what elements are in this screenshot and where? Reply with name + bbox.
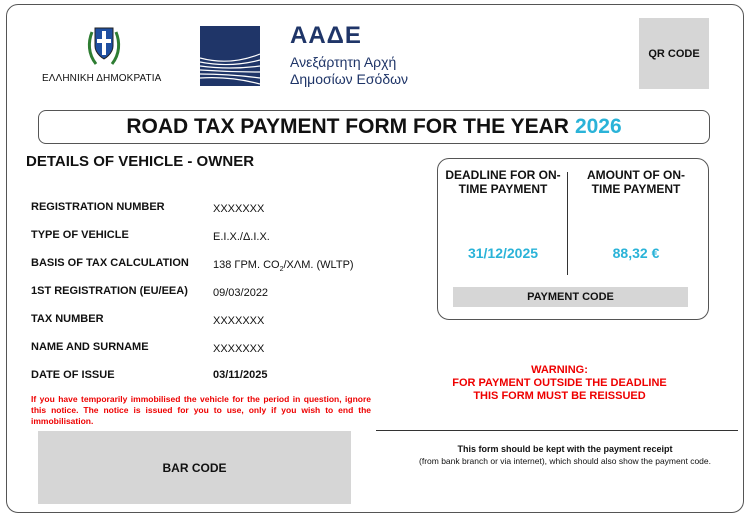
reissue-warning <box>412 364 707 403</box>
payment-box-divider <box>567 172 568 275</box>
registration-number-value: XXXXXXX <box>213 203 265 215</box>
form-title-year: 2026 <box>574 115 622 138</box>
footer-divider <box>376 430 738 431</box>
barcode-placeholder <box>38 431 351 504</box>
tax-number-label: TAX NUMBER <box>31 313 104 325</box>
details-heading: DETAILS OF VEHICLE - OWNER <box>26 153 255 170</box>
form-title <box>38 110 710 144</box>
deadline-heading: DEADLINE FOR ON-TIME PAYMENT <box>445 168 561 196</box>
aade-subtitle-line2: Δημοσίων Εσόδων <box>290 71 409 87</box>
vehicle-type-value: Ε.Ι.Χ./Δ.Ι.Χ. <box>213 231 270 243</box>
vehicle-type-label: TYPE OF VEHICLE <box>31 229 129 241</box>
keep-receipt-notice: This form should be kept with the payment receipt <box>457 444 673 454</box>
amount-heading: AMOUNT OF ON-TIME PAYMENT <box>587 168 685 196</box>
tax-basis-value <box>213 259 354 273</box>
tax-basis-value-sub: 2 <box>279 266 284 274</box>
qr-code-label: QR CODE <box>648 47 700 60</box>
name-surname-label: NAME AND SURNAME <box>31 341 149 353</box>
first-registration-label: 1ST REGISTRATION (EU/EEA) <box>31 285 188 297</box>
form-title-text: ROAD TAX PAYMENT FORM FOR THE YEAR <box>126 115 569 138</box>
first-registration-value: 09/03/2022 <box>213 287 269 299</box>
greek-republic-text: ΕΛΛΗΝΙΚΗ ΔΗΜΟΚΡΑΤΙΑ <box>42 73 162 84</box>
amount-value: 88,32 € <box>612 245 660 261</box>
barcode-label: BAR CODE <box>162 460 227 475</box>
warning-line1: WARNING: <box>531 364 588 376</box>
name-surname-value: XXXXXXX <box>213 343 265 355</box>
warning-line3: THIS FORM MUST BE REISSUED <box>473 390 646 402</box>
aade-name: ΑΑΔΕ <box>290 22 362 49</box>
deadline-value: 31/12/2025 <box>467 245 539 261</box>
issue-date-value: 03/11/2025 <box>213 369 268 381</box>
payment-code-placeholder <box>453 287 688 307</box>
warning-line2: FOR PAYMENT OUTSIDE THE DEADLINE <box>452 377 667 389</box>
keep-receipt-details: (from bank branch or via internet), which should also show the payment code. <box>419 456 711 466</box>
issue-date-label: DATE OF ISSUE <box>31 369 115 381</box>
tax-basis-value-post: /ΧΛΜ. (WLTP) <box>283 259 354 271</box>
aade-logo-icon <box>200 26 260 86</box>
aade-subtitle-line1: Ανεξάρτητη Αρχή <box>290 54 397 70</box>
immobilisation-note: If you have temporarily immobilised the vehicle for the period in question, ignore this notice. The notice is issued for you to use, only if you wish to end the immobilisation. <box>31 394 371 426</box>
tax-number-value: XXXXXXX <box>213 315 265 327</box>
qr-code-placeholder <box>639 18 709 89</box>
tax-basis-label: BASIS OF TAX CALCULATION <box>31 257 189 269</box>
greek-emblem-icon <box>84 22 124 68</box>
registration-number-label: REGISTRATION NUMBER <box>31 201 165 213</box>
payment-code-label: PAYMENT CODE <box>527 291 614 303</box>
tax-basis-value-pre: 138 ΓΡΜ. CO <box>213 259 280 271</box>
